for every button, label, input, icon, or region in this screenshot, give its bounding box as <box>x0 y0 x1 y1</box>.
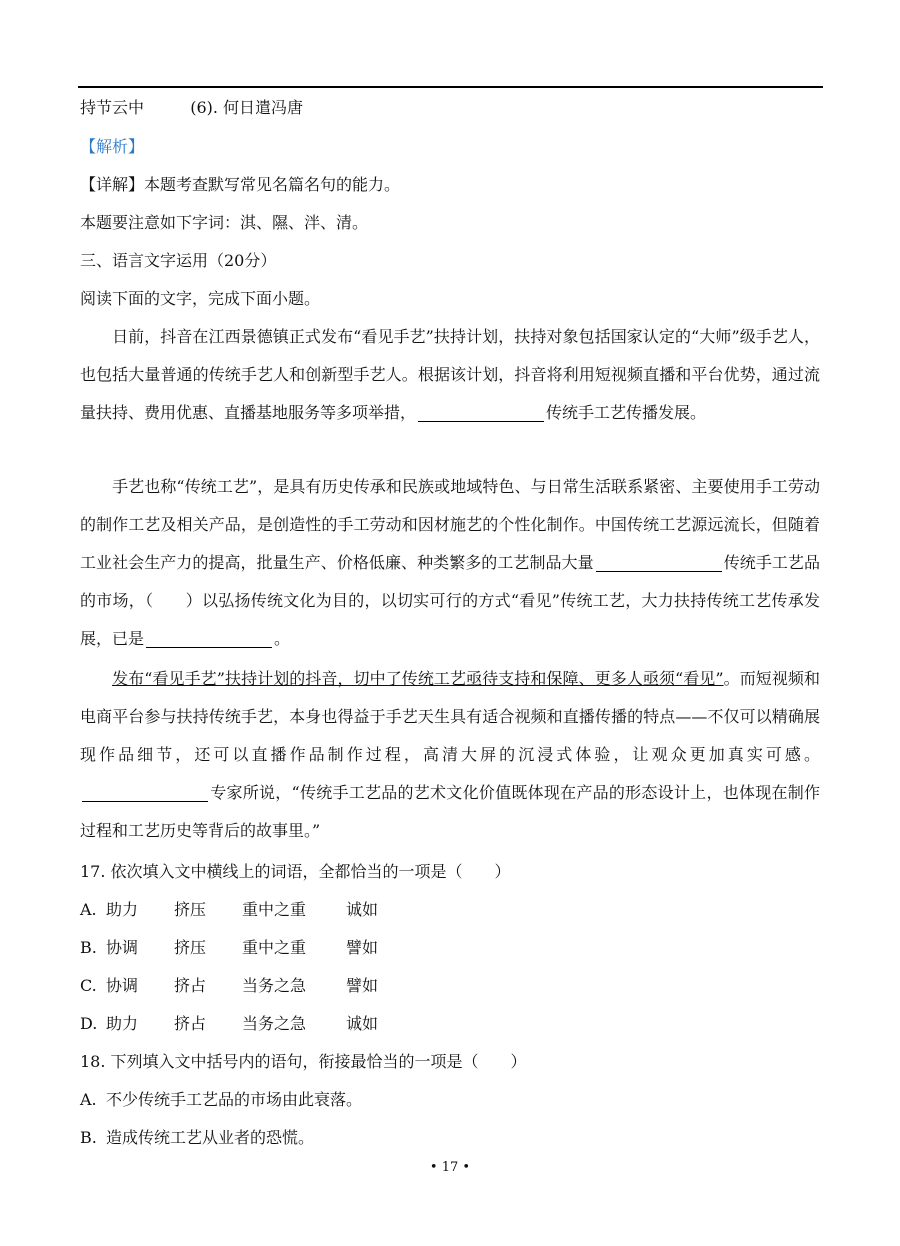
fill-blank-3 <box>146 631 272 648</box>
p1-text-b: 传统手工艺传播发展。 <box>546 403 707 422</box>
question-18-stem: 18. 下列填入文中括号内的语句，衔接最恰当的一项是（ ） <box>80 1052 527 1071</box>
detail-line: 【详解】本题考查默写常见名篇名句的能力。 <box>80 175 401 194</box>
q18-option-b: B. 造成传统工艺从业者的恐慌。 <box>80 1128 315 1147</box>
fill-blank-4 <box>82 785 208 802</box>
p2-text-c: 。 <box>274 629 291 648</box>
q17-option-c: C. 协调 挤占 当务之急 譬如 <box>80 976 379 995</box>
section-heading: 三、语言文字运用（20分） <box>80 251 277 270</box>
instruction-line: 阅读下面的文字，完成下面小题。 <box>80 289 321 308</box>
passage-paragraph-2 <box>80 468 820 658</box>
p2-text-a: 手艺也称“传统工艺”，是具有历史传承和民族或地域特色、与日常生活联系紧密、主要使用手工劳动的制作工艺及相关产品，是创造性的手工劳动和因材施艺的个性化制作。中国传统工艺源远流长，但随着工业社会生产力的提高，批量生产、价格低廉、种类繁多的工艺制品大量 <box>80 477 820 572</box>
analysis-heading: 【解析】 <box>80 137 145 156</box>
fill-blank-2 <box>596 555 722 572</box>
answer-line <box>80 98 825 118</box>
header-rule <box>78 86 823 88</box>
p2-text-b: 传统手工艺品的市场，（ ）以弘扬传统文化为目的，以切实可行的方式“看见”传统工艺，大力扶持传统工艺传承发展，已是 <box>80 553 820 648</box>
q17-option-a: A. 助力 挤压 重中之重 诚如 <box>80 900 379 919</box>
question-17-stem: 17. 依次填入文中横线上的词语，全都恰当的一项是（ ） <box>80 862 511 881</box>
note-line: 本题要注意如下字词：淇、隰、泮、清。 <box>80 213 369 232</box>
answer-text: 持节云中 <box>80 98 145 117</box>
q17-option-d: D. 助力 挤占 当务之急 诚如 <box>80 1014 379 1033</box>
answer-tail: (6). 何日遣冯唐 <box>190 98 304 117</box>
passage-paragraph-1 <box>80 318 820 432</box>
p1-text-a: 日前，抖音在江西景德镇正式发布“看见手艺”扶持计划，扶持对象包括国家认定的“大师”级手艺人，也包括大量普通的传统手艺人和创新型手艺人。根据该计划，抖音将利用短视频直播和平台优势，通过流量扶持、费用优惠、直播基地服务等多项举措， <box>80 327 820 422</box>
p3-underlined-sentence: 发布“看见手艺”扶持计划的抖音，切中了传统工艺亟待支持和保障、更多人亟须“看见” <box>112 669 724 688</box>
fill-blank-1 <box>418 405 544 422</box>
p3-text-a: 。而短视频和电商平台参与扶持传统手艺，本身也得益于手艺天生具有适合视频和直播传播的特点——不仅可以精确展现作品细节，还可以直播作品制作过程，高清大屏的沉浸式体验，让观众更加真实可感。 <box>80 669 820 764</box>
page-number: • 17 • <box>429 1160 471 1175</box>
p3-text-b: 专家所说，“传统手工艺品的艺术文化价值既体现在产品的形态设计上，也体现在制作过程和工艺历史等背后的故事里。” <box>80 783 820 840</box>
q18-option-a: A. 不少传统手工艺品的市场由此衰落。 <box>80 1090 363 1109</box>
passage-paragraph-3 <box>80 660 820 850</box>
q17-option-b: B. 协调 挤压 重中之重 譬如 <box>80 938 379 957</box>
